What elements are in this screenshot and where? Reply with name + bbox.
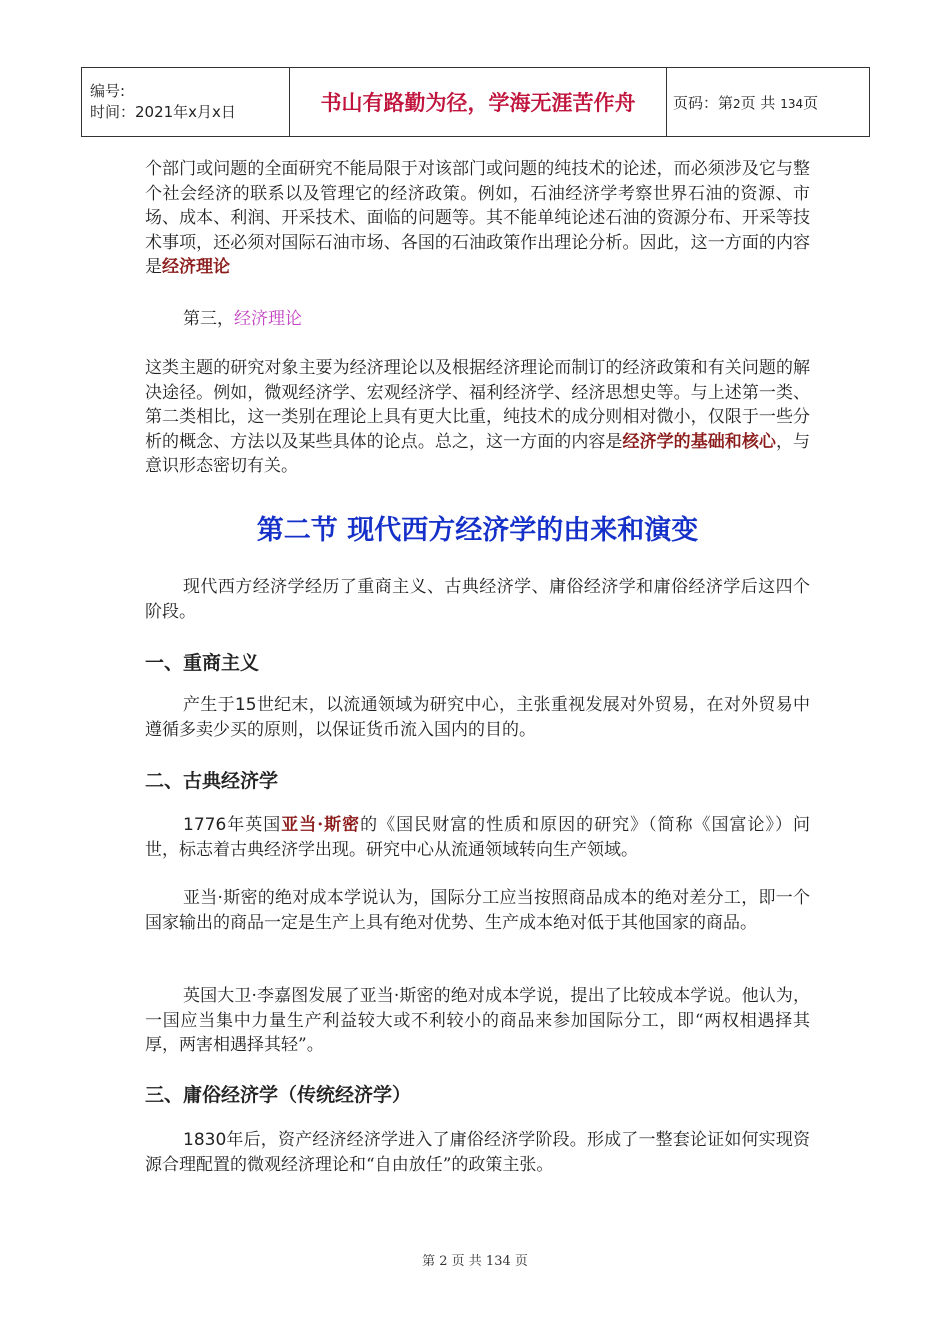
page-end: 页 [803,93,819,112]
paragraph-1-text: 个部门或问题的全面研究不能局限于对该部门或问题的纯技术的论述，而必须涉及它与整个社会经济的联系以及管理它的经济政策。例如，石油经济学考察世界石油的资源、市场、成本、利润、开采技术、面临的问题等。其不能单纯论述石油的资源分布、开采等技术事项，还必须对国际石油市场、各国的石油政策作出理论分析。因此，这一方面的内容是 [145,159,810,278]
paragraph-7: 亚当·斯密的绝对成本学说认为，国际分工应当按照商品成本的绝对差分工，即一个国家输出的商品一定是生产上具有绝对优势、生产成本绝对低于其他国家的商品。 [145,888,810,933]
document-number-label: 编号: [90,82,126,100]
paragraph-3 [145,356,810,479]
header-meta [82,68,290,137]
page-label: 页码：第 [673,93,734,112]
paragraph-2 [145,307,810,332]
paragraph-8: 英国大卫·李嘉图发展了亚当·斯密的绝对成本学说，提出了比较成本学说。他认为，一国应当集中力量生产利益较大或不利较小的商品来参加国际分工，即“两权相遇择其厚，两害相遇择其轻”。 [145,986,810,1056]
page-number: 2 [733,96,741,111]
page-total: 134 [780,96,804,111]
page-footer: 第 2 页 共 134 页 [422,1254,528,1269]
paragraph-6-highlight: 亚当·斯密 [281,815,361,835]
paragraph-3-text: 这类主题的研究对象主要为经济理论以及根据经济理论而制订的经济政策和有关问题的解决途径。例如，微观经济学、宏观经济学、福利经济学、经济思想史等。与上述第一类、第二类相比，这一类别在理论上具有更大比重，纯技术的成分则相对微小，仅限于一些分析的概念、方法以及某些具体的论点。总之，这一方面的内容是 [145,358,810,452]
paragraph-9-year: 1830 [183,1130,227,1150]
heading-classical: 二、古典经济学 [145,770,279,792]
paragraph-3-highlight: 经济学的基础和核心 [622,431,776,452]
paragraph-2-prefix: 第三， [183,309,234,329]
paragraph-1 [145,157,810,280]
paragraph-2-link[interactable]: 经济理论 [234,309,302,329]
header-page-info [667,68,870,137]
paragraph-6 [145,813,810,862]
document-header [81,67,870,137]
paragraph-6-a: 年英国 [226,815,282,835]
paragraph-5 [145,693,810,742]
paragraph-9-text: 年后，资产经济经济学进入了庸俗经济学阶段。形成了一整套论证如何实现资源合理配置的微观经济理论和“自由放任”的政策主张。 [145,1130,810,1175]
paragraph-1-highlight: 经济理论 [162,257,230,278]
paragraph-6-year: 1776 [183,815,227,835]
paragraph-5-text: 世纪末，以流通领域为研究中心，主张重视发展对外贸易，在对外贸易中遵循多卖少买的原则，以保证货币流入国内的目的。 [145,695,811,740]
paragraph-4: 现代西方经济学经历了重商主义、古典经济学、庸俗经济学和庸俗经济学后这四个阶段。 [145,577,810,622]
header-motto: 书山有路勤为径，学海无涯苦作舟 [290,68,667,137]
paragraph-5-num: 产生于15 [183,695,257,715]
heading-vulgar: 三、庸俗经济学（传统经济学） [145,1084,412,1106]
heading-mercantilism: 一、重商主义 [145,652,260,674]
paragraph-3-end: ，与意识形态密切有关。 [145,431,811,477]
paragraph-6-b: 的《国民财富的性质和原因的研究》（简称《国富论》）问世，标志着古典经济学出现。研究中心从流通领域转向生产领域。 [145,815,811,860]
paragraph-9 [145,1128,810,1177]
section-title: 第二节 现代西方经济学的由来和演变 [256,515,699,546]
page-unit: 页 共 [740,93,776,112]
document-time-label: 时间：2021年x月x日 [90,103,236,121]
